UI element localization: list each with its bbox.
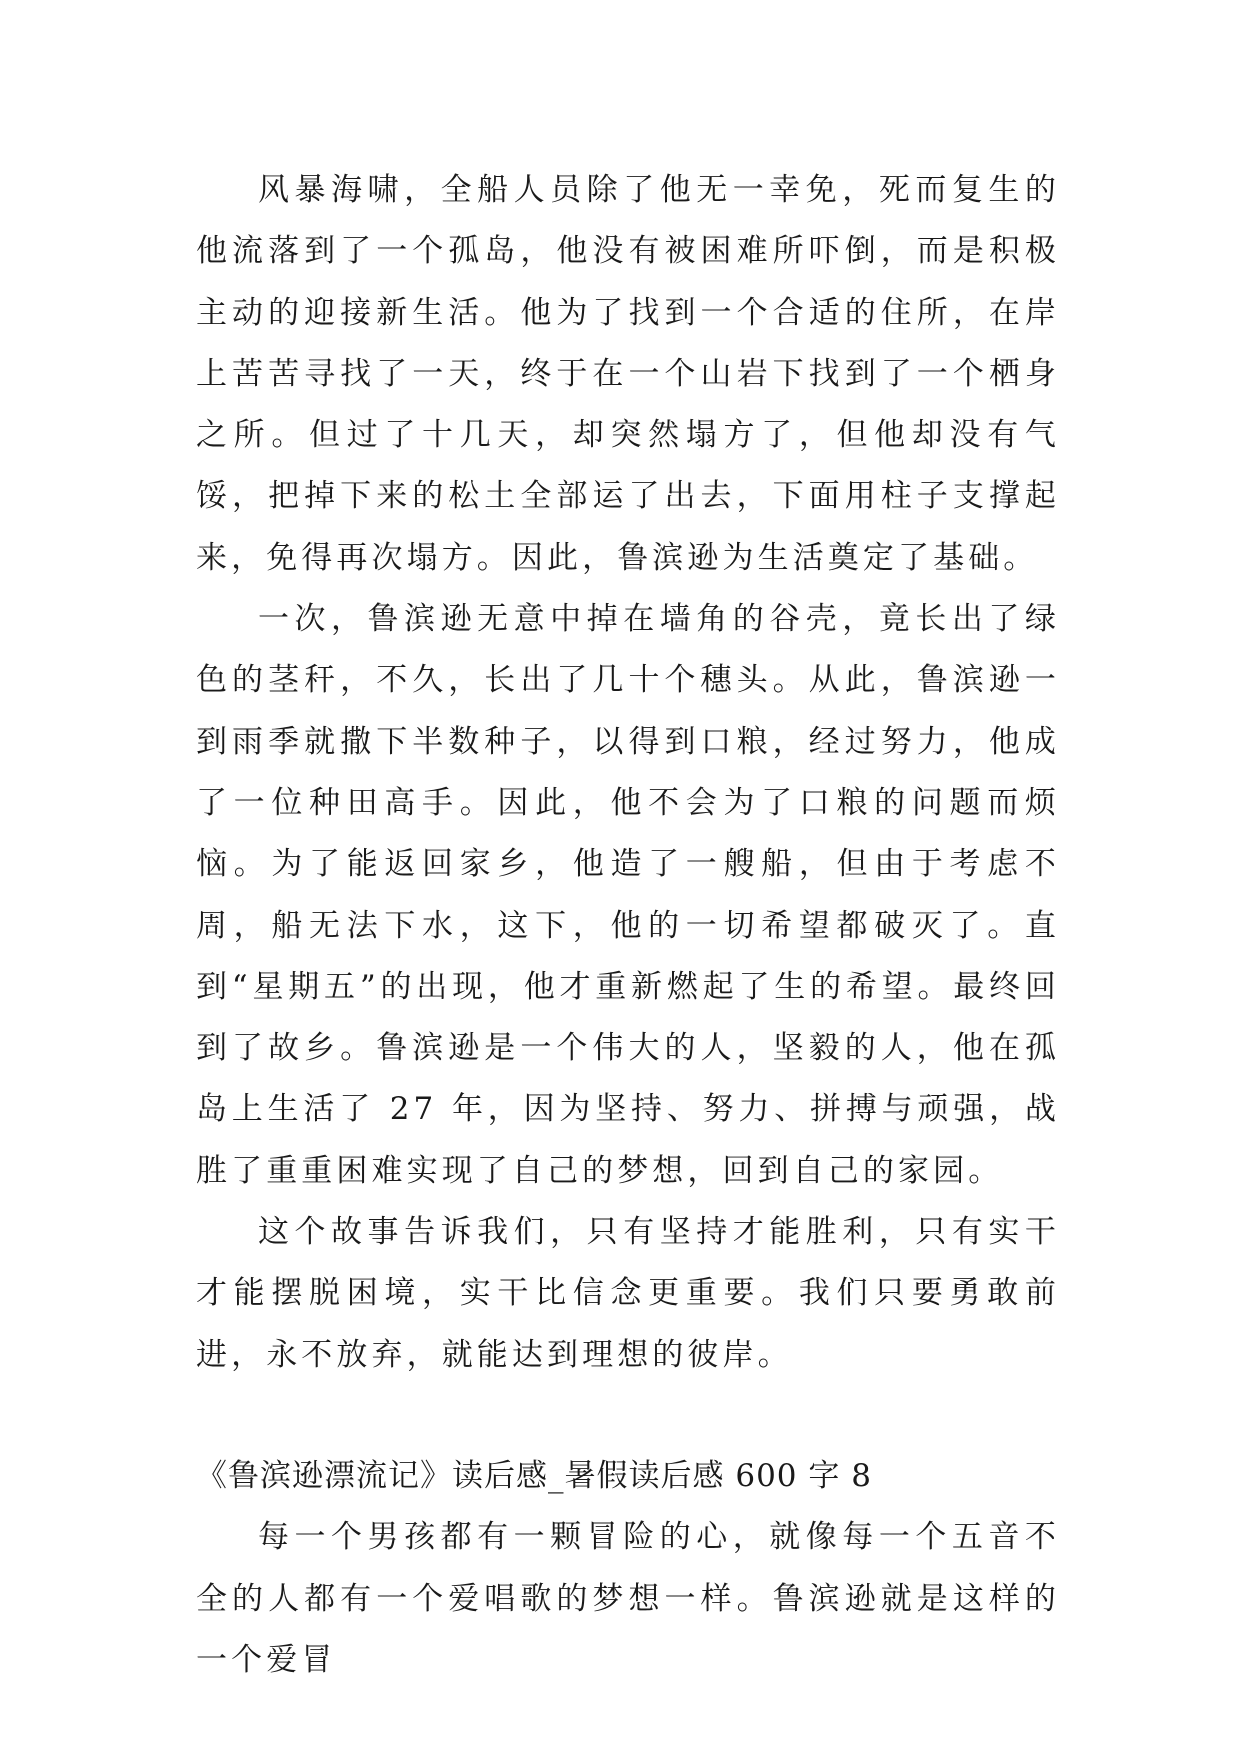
paragraph-adventure-heart: 每一个男孩都有一颗冒险的心，就像每一个五音不全的人都有一个爱唱歌的梦想一样。鲁滨逊就是这样的一个爱冒 — [196, 1519, 1060, 1678]
paragraph-moral: 这个故事告诉我们，只有坚持才能胜利，只有实干才能摆脱困境，实干比信念更重要。我们只要勇敢前进，永不放弃，就能达到理想的彼岸。 — [196, 1214, 1060, 1373]
section-spacer — [196, 1386, 1060, 1446]
paragraph-storm-island: 风暴海啸，全船人员除了他无一幸免，死而复生的他流落到了一个孤岛，他没有被困难所吓倒，而是积极主动的迎接新生活。他为了找到一个合适的住所，在岸上苦苦寻找了一天，终于在一个山岩下找到了一个栖身之所。但过了十几天，却突然塌方了，但他却没有气馁，把掉下来的松土全部运了出去，下面用柱子支撑起来，免得再次塌方。因此，鲁滨逊为生活奠定了基础。 — [196, 172, 1060, 576]
paragraph-grain-and-boat: 一次，鲁滨逊无意中掉在墙角的谷壳，竟长出了绿色的茎秆，不久，长出了几十个穗头。从此，鲁滨逊一到雨季就撒下半数种子，以得到口粮，经过努力，他成了一位种田高手。因此，他不会为了口粮的问题而烦恼。为了能返回家乡，他造了一艘船，但由于考虑不周，船无法下水，这下，他的一切希望都破灭了。直到“星期五”的出现，他才重新燃起了生的希望。最终回到了故乡。鲁滨逊是一个伟大的人，坚毅的人，他在孤岛上生活了 27 年，因为坚持、努力、拼搏与顽强，战胜了重重困难实现了自己的梦想，回到自己的家园。 — [196, 601, 1060, 1189]
section-heading: 《鲁滨逊漂流记》读后感_暑假读后感 600 字 8 — [196, 1457, 872, 1494]
document-body — [196, 160, 1060, 1691]
